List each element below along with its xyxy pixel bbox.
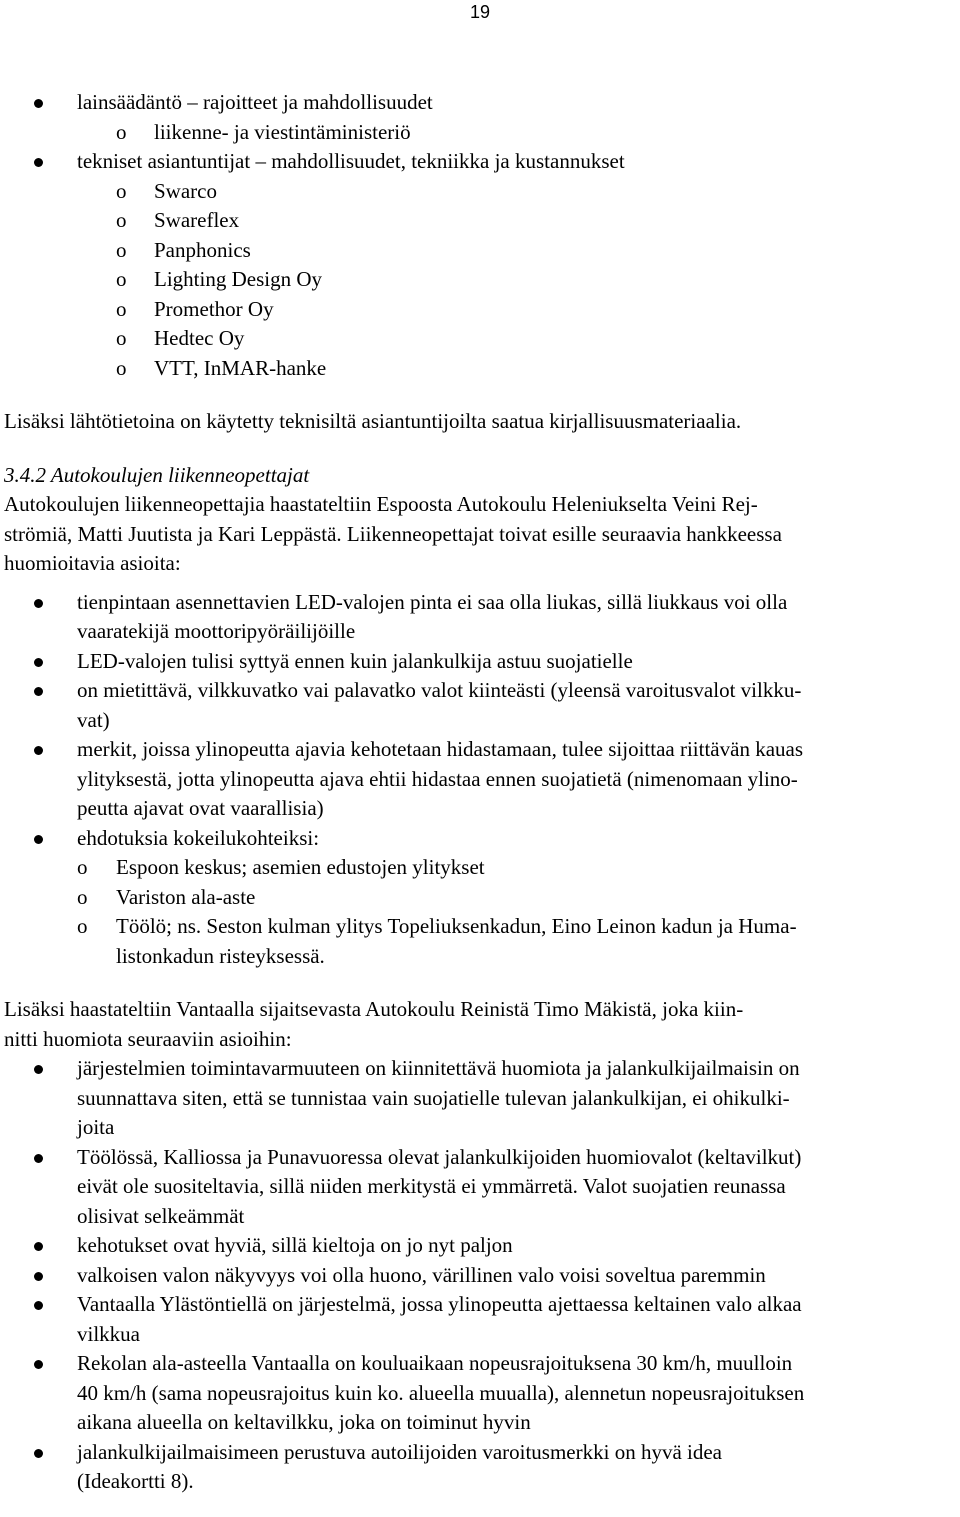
vantaa-remarks-list bbox=[4, 1054, 936, 1497]
list-item-text: LED-valojen tulisi syttyä ennen kuin jalankulkija astuu suojatielle bbox=[77, 648, 633, 673]
instructor-remarks-list bbox=[4, 588, 936, 854]
list-item-text: peutta ajavat ovat vaarallisia) bbox=[77, 796, 324, 820]
list-item-text: vat) bbox=[77, 707, 110, 732]
sub-bullet-marker: o bbox=[116, 267, 127, 291]
list-item-text: Swareflex bbox=[154, 208, 240, 232]
paragraph-line: Autokoulujen liikenneopettajia haastateltiin Espoosta Autokoulu Heleniukselta Veini Rej- bbox=[4, 492, 758, 516]
list-item-text: valkoisen valon näkyvyys voi olla huono, värillinen valo voisi soveltua paremmin bbox=[77, 1262, 766, 1287]
list-item bbox=[4, 647, 936, 677]
paragraph-vantaa-interview bbox=[4, 995, 936, 1054]
list-item-text: on mietittävä, vilkkuvatko vai palavatko valot kiinteästi (yleensä varoitusvalot vilkku- bbox=[77, 678, 802, 702]
sub-bullet-marker: o bbox=[116, 326, 127, 350]
sub-bullet-marker: o bbox=[77, 884, 88, 909]
list-item bbox=[4, 824, 936, 854]
sub-bullet-marker: o bbox=[116, 237, 127, 262]
sub-bullet-marker: o bbox=[116, 178, 127, 203]
sub-bullet-marker: o bbox=[116, 208, 127, 232]
list-item-text: Variston ala-aste bbox=[116, 884, 256, 909]
list-item-text: Swarco bbox=[154, 178, 217, 203]
list-item-text: aikana alueella on keltavilkku, joka on toiminut hyvin bbox=[77, 1410, 531, 1434]
list-item-text: vaaratekijä moottoripyöräilijöille bbox=[77, 619, 356, 643]
list-item-text: lainsäädäntö – rajoitteet ja mahdollisuudet bbox=[77, 90, 433, 114]
list-item-text: listonkadun risteyksessä. bbox=[116, 943, 325, 968]
sub-list-item bbox=[4, 354, 936, 384]
sub-list-item bbox=[4, 295, 936, 325]
sub-list-item bbox=[4, 236, 936, 266]
sub-bullet-marker: o bbox=[116, 119, 127, 144]
list-item bbox=[4, 1231, 936, 1261]
sub-bullet-marker: o bbox=[116, 355, 127, 380]
paragraph-line: nitti huomiota seuraaviin asioihin: bbox=[4, 1026, 292, 1051]
list-item-text: ehdotuksia kokeilukohteiksi: bbox=[77, 825, 320, 850]
list-item-text: Lighting Design Oy bbox=[154, 267, 322, 291]
list-item-text: vilkkua bbox=[77, 1321, 140, 1346]
list-item-text: (Ideakortti 8). bbox=[77, 1469, 194, 1493]
list-item bbox=[4, 1143, 936, 1232]
list-item-text: liikenne- ja viestintäministeriö bbox=[154, 119, 411, 144]
list-item-text: Töölössä, Kalliossa ja Punavuoressa olevat jalankulkijoiden huomiovalot (keltavilkut) bbox=[77, 1144, 802, 1169]
list-item bbox=[4, 147, 936, 177]
paragraph-line: strömiä, Matti Juutista ja Kari Leppästä. Liikenneopettajat toivat esille seuraavia hankkeessa bbox=[4, 521, 782, 546]
sub-bullet-marker: o bbox=[77, 855, 88, 879]
sub-list-item bbox=[4, 206, 936, 236]
list-item bbox=[4, 88, 936, 118]
list-item-text: suunnattava siten, että se tunnistaa vain suojatielle tulevan jalankulkijan, ei ohikulki- bbox=[77, 1085, 790, 1110]
section-heading: 3.4.2 Autokoulujen liikenneopettajat bbox=[4, 462, 310, 487]
list-item-text: järjestelmien toimintavarmuuteen on kiinnitettävä huomiota ja jalankulkijailmaisin on bbox=[77, 1056, 800, 1080]
list-item-text: merkit, joissa ylinopeutta ajavia kehotetaan hidastamaan, tulee sijoittaa riittävän kauas bbox=[77, 737, 804, 761]
list-item-text: eivät ole suositeltavia, sillä niiden merkitystä ei ymmärretä. Valot suojatien reunassa bbox=[77, 1174, 786, 1198]
list-item bbox=[4, 676, 936, 735]
list-item-text: olisivat selkeämmät bbox=[77, 1203, 245, 1228]
list-item-text: Vantaalla Ylästöntiellä on järjestelmä, jossa ylinopeutta ajettaessa keltainen valo alkaa bbox=[77, 1292, 802, 1316]
list-item-text: 40 km/h (sama nopeusrajoitus kuin ko. alueella muualla), alennetun nopeusrajoituksen bbox=[77, 1380, 805, 1405]
list-item bbox=[4, 588, 936, 647]
list-item-text: tekniset asiantuntijat – mahdollisuudet, tekniikka ja kustannukset bbox=[77, 149, 625, 173]
list-item bbox=[4, 1054, 936, 1143]
list-item bbox=[4, 1438, 936, 1497]
sub-list-item bbox=[4, 324, 936, 354]
list-item-text: ylityksestä, jotta ylinopeutta ajava ehtii hidastaa ennen suojatietä (nimenomaan ylino- bbox=[77, 766, 798, 791]
list-item-text: Töölö; ns. Seston kulman ylitys Topeliuksenkadun, Eino Leinon kadun ja Huma- bbox=[116, 914, 797, 938]
list-item bbox=[4, 912, 936, 971]
list-item-text: kehotukset ovat hyviä, sillä kieltoja on jo nyt paljon bbox=[77, 1233, 513, 1257]
sub-list-item bbox=[4, 118, 936, 148]
stakeholder-list bbox=[4, 88, 936, 383]
list-item-text: Hedtec Oy bbox=[154, 326, 245, 350]
list-item-text: jalankulkijailmaisimeen perustuva autoilijoiden varoitusmerkki on hyvä idea bbox=[77, 1439, 723, 1464]
pilot-sites-list bbox=[4, 853, 936, 971]
paragraph-interview-intro bbox=[4, 490, 936, 579]
paragraph-line: Lisäksi haastateltiin Vantaalla sijaitsevasta Autokoulu Reinistä Timo Mäkistä, joka kiin- bbox=[4, 997, 744, 1021]
list-item-text: Promethor Oy bbox=[154, 296, 274, 321]
list-item-text: Espoon keskus; asemien edustojen ylitykset bbox=[116, 855, 485, 879]
sub-list-item bbox=[4, 177, 936, 207]
list-item bbox=[4, 853, 936, 883]
list-item bbox=[4, 883, 936, 913]
list-item bbox=[4, 1290, 936, 1349]
list-item-text: Rekolan ala-asteella Vantaalla on kouluaikaan nopeusrajoituksena 30 km/h, muulloin bbox=[77, 1351, 793, 1375]
sub-list-item bbox=[4, 265, 936, 295]
document-body bbox=[4, 88, 936, 1497]
list-item-text: VTT, InMAR-hanke bbox=[154, 355, 327, 380]
paragraph-background-sources: Lisäksi lähtötietoina on käytetty teknisiltä asiantuntijoilta saatua kirjallisuusmateriaalia. bbox=[4, 409, 742, 433]
list-item-text: Panphonics bbox=[154, 237, 251, 262]
sub-bullet-marker: o bbox=[77, 914, 88, 938]
list-item-text: joita bbox=[77, 1115, 115, 1139]
list-item bbox=[4, 1349, 936, 1438]
page-number: 19 bbox=[469, 2, 490, 22]
sub-bullet-marker: o bbox=[116, 296, 127, 321]
paragraph-line: huomioitavia asioita: bbox=[4, 551, 181, 575]
list-item bbox=[4, 1261, 936, 1291]
list-item bbox=[4, 735, 936, 824]
list-item-text: tienpintaan asennettavien LED-valojen pinta ei saa olla liukas, sillä liukkaus voi olla bbox=[77, 589, 788, 614]
